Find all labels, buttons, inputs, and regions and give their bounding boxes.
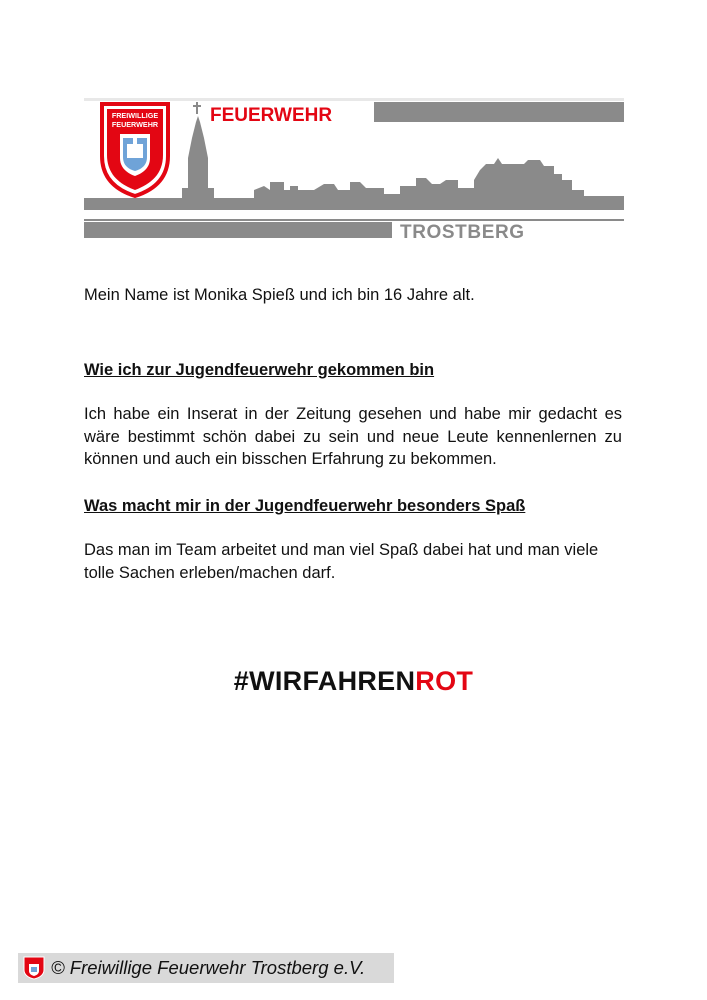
brand-title-feuerwehr: FEUERWEHR [210,105,333,126]
top-gray-bar [374,102,624,122]
section-text-1: Ich habe ein Inserat in der Zeitung gesehen und habe mir gedacht es wäre bestimmt schön dabei zu sein und neue Leute kennenlernen zu können und auch ein bisschen Erfahrung zu bekommen. [84,405,622,468]
hashtag-part-black: #WIRFAHREN [233,666,416,696]
footer-text: © Freiwillige Feuerwehr Trostberg e.V. [51,957,366,978]
section-heading-2: Was macht mir in der Jugendfeuerwehr besonders Spaß [84,496,526,515]
svg-text:FREIWILLIGE: FREIWILLIGE [111,111,159,120]
section-text-2: Das man im Team arbeitet und man viel Spaß dabei hat und man viele tolle Sachen erleben/machen darf. [84,541,599,582]
fire-department-badge [102,104,168,196]
hashtag-part-red: ROT [415,666,474,696]
bottom-gray-bar [84,222,392,238]
header-banner [84,98,624,243]
shield-icon [23,956,45,980]
hashtag-slogan [0,666,707,697]
footer-copyright [18,953,394,983]
document-body [84,284,622,584]
svg-text:FEUERWEHR: FEUERWEHR [111,120,159,129]
intro-text: Mein Name ist Monika Spieß und ich bin 16 Jahre alt. [84,286,475,304]
brand-title-trostberg: TROSTBERG [400,222,525,243]
section-heading-1: Wie ich zur Jugendfeuerwehr gekommen bin [84,360,435,379]
feuerwehr-trostberg-logo [84,98,624,243]
